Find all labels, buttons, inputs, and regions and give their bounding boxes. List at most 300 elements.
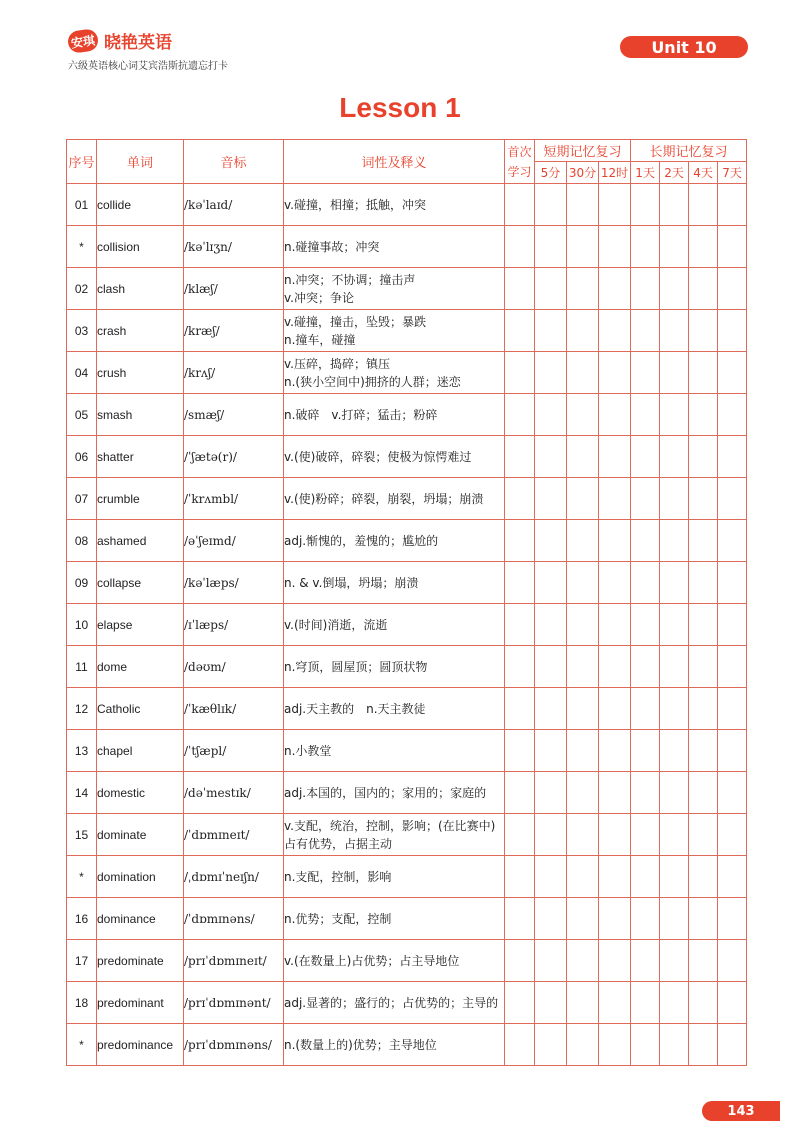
review-checkbox[interactable] xyxy=(689,520,718,562)
review-checkbox[interactable] xyxy=(535,562,567,604)
review-checkbox[interactable] xyxy=(718,520,747,562)
row-number: 05 xyxy=(67,394,97,436)
row-phonetic: /dəʊm/ xyxy=(184,646,284,688)
review-checkbox[interactable] xyxy=(535,310,567,352)
review-checkbox[interactable] xyxy=(599,520,631,562)
row-definition xyxy=(284,478,505,520)
review-checkbox[interactable] xyxy=(689,856,718,898)
row-number: 13 xyxy=(67,730,97,772)
review-checkbox[interactable] xyxy=(505,856,535,898)
review-checkbox[interactable] xyxy=(535,982,567,1024)
row-definition xyxy=(284,310,505,352)
review-checkbox[interactable] xyxy=(689,436,718,478)
header-2day: 2天 xyxy=(660,162,689,184)
review-checkbox[interactable] xyxy=(718,310,747,352)
review-checkbox[interactable] xyxy=(631,184,660,226)
review-checkbox[interactable] xyxy=(660,436,689,478)
review-checkbox[interactable] xyxy=(535,604,567,646)
review-checkbox[interactable] xyxy=(599,394,631,436)
table-row xyxy=(67,604,747,646)
review-checkbox[interactable] xyxy=(567,562,599,604)
review-checkbox[interactable] xyxy=(631,352,660,394)
table-row xyxy=(67,940,747,982)
row-word: dominance xyxy=(97,898,184,940)
header-30min: 30分 xyxy=(567,162,599,184)
review-checkbox[interactable] xyxy=(567,814,599,856)
table-row xyxy=(67,646,747,688)
review-checkbox[interactable] xyxy=(660,310,689,352)
definition-line: v.(在数量上)占优势；占主导地位 xyxy=(284,953,460,968)
review-checkbox[interactable] xyxy=(567,898,599,940)
review-checkbox[interactable] xyxy=(660,352,689,394)
review-checkbox[interactable] xyxy=(535,688,567,730)
review-checkbox[interactable] xyxy=(631,604,660,646)
logo-badge: 安琪 xyxy=(67,28,100,54)
row-phonetic: /ˌdɒmɪˈneɪʃn/ xyxy=(184,856,284,898)
review-checkbox[interactable] xyxy=(599,646,631,688)
review-checkbox[interactable] xyxy=(660,688,689,730)
row-word: predominant xyxy=(97,982,184,1024)
row-phonetic: /prɪˈdɒmɪneɪt/ xyxy=(184,940,284,982)
review-checkbox[interactable] xyxy=(631,940,660,982)
table-row xyxy=(67,268,747,310)
row-phonetic: /əˈʃeɪmd/ xyxy=(184,520,284,562)
review-checkbox[interactable] xyxy=(505,604,535,646)
review-checkbox[interactable] xyxy=(567,352,599,394)
review-checkbox[interactable] xyxy=(689,814,718,856)
review-checkbox[interactable] xyxy=(689,982,718,1024)
review-checkbox[interactable] xyxy=(535,898,567,940)
review-checkbox[interactable] xyxy=(631,856,660,898)
row-word: domestic xyxy=(97,772,184,814)
row-definition xyxy=(284,856,505,898)
row-word: elapse xyxy=(97,604,184,646)
review-checkbox[interactable] xyxy=(689,940,718,982)
review-checkbox[interactable] xyxy=(689,730,718,772)
header-12h: 12时 xyxy=(599,162,631,184)
review-checkbox[interactable] xyxy=(631,562,660,604)
review-checkbox[interactable] xyxy=(660,940,689,982)
review-checkbox[interactable] xyxy=(718,772,747,814)
review-checkbox[interactable] xyxy=(505,898,535,940)
definition-line: v.(使)粉碎；碎裂，崩裂，坍塌；崩溃 xyxy=(284,491,484,506)
review-checkbox[interactable] xyxy=(660,730,689,772)
review-checkbox[interactable] xyxy=(718,478,747,520)
row-number: 11 xyxy=(67,646,97,688)
review-checkbox[interactable] xyxy=(718,814,747,856)
header-phonetic: 音标 xyxy=(184,140,284,184)
review-checkbox[interactable] xyxy=(660,772,689,814)
row-word: chapel xyxy=(97,730,184,772)
review-checkbox[interactable] xyxy=(505,226,535,268)
review-checkbox[interactable] xyxy=(718,646,747,688)
review-checkbox[interactable] xyxy=(718,436,747,478)
review-checkbox[interactable] xyxy=(599,562,631,604)
row-number: 17 xyxy=(67,940,97,982)
review-checkbox[interactable] xyxy=(599,352,631,394)
review-checkbox[interactable] xyxy=(599,268,631,310)
review-checkbox[interactable] xyxy=(631,310,660,352)
review-checkbox[interactable] xyxy=(535,940,567,982)
review-checkbox[interactable] xyxy=(567,394,599,436)
review-checkbox[interactable] xyxy=(631,688,660,730)
header-short-review: 短期记忆复习 xyxy=(535,140,631,162)
definition-line: v.(时间)消逝，流逝 xyxy=(284,617,388,632)
row-definition xyxy=(284,268,505,310)
review-checkbox[interactable] xyxy=(535,478,567,520)
definition-line: n.冲突；不协调；撞击声 xyxy=(284,272,416,287)
review-checkbox[interactable] xyxy=(505,268,535,310)
review-checkbox[interactable] xyxy=(599,226,631,268)
review-checkbox[interactable] xyxy=(718,856,747,898)
row-phonetic: /kəˈlæps/ xyxy=(184,562,284,604)
review-checkbox[interactable] xyxy=(660,268,689,310)
review-checkbox[interactable] xyxy=(718,688,747,730)
review-checkbox[interactable] xyxy=(567,184,599,226)
review-checkbox[interactable] xyxy=(631,478,660,520)
review-checkbox[interactable] xyxy=(689,352,718,394)
review-checkbox[interactable] xyxy=(505,730,535,772)
review-checkbox[interactable] xyxy=(599,940,631,982)
review-checkbox[interactable] xyxy=(631,772,660,814)
review-checkbox[interactable] xyxy=(660,226,689,268)
row-phonetic: /ɪˈlæps/ xyxy=(184,604,284,646)
table-row xyxy=(67,898,747,940)
review-checkbox[interactable] xyxy=(535,352,567,394)
definition-line: v.冲突；争论 xyxy=(284,290,354,305)
review-checkbox[interactable] xyxy=(535,1024,567,1066)
review-checkbox[interactable] xyxy=(567,730,599,772)
review-checkbox[interactable] xyxy=(660,814,689,856)
row-word: domination xyxy=(97,856,184,898)
row-number: 09 xyxy=(67,562,97,604)
definition-line: v.碰撞，相撞；抵触，冲突 xyxy=(284,197,426,212)
review-checkbox[interactable] xyxy=(599,478,631,520)
review-checkbox[interactable] xyxy=(505,394,535,436)
review-checkbox[interactable] xyxy=(599,898,631,940)
table-row xyxy=(67,730,747,772)
review-checkbox[interactable] xyxy=(599,604,631,646)
review-checkbox[interactable] xyxy=(505,772,535,814)
review-checkbox[interactable] xyxy=(631,394,660,436)
review-checkbox[interactable] xyxy=(505,520,535,562)
table-row xyxy=(67,1024,747,1066)
row-number: 14 xyxy=(67,772,97,814)
lesson-title: Lesson 1 xyxy=(339,92,461,123)
review-checkbox[interactable] xyxy=(535,436,567,478)
header-1day: 1天 xyxy=(631,162,660,184)
row-phonetic: /ˈʃætə(r)/ xyxy=(184,436,284,478)
review-checkbox[interactable] xyxy=(567,604,599,646)
brand-logo xyxy=(68,28,172,53)
table-row xyxy=(67,688,747,730)
review-checkbox[interactable] xyxy=(660,856,689,898)
row-phonetic: /krʌʃ/ xyxy=(184,352,284,394)
review-checkbox[interactable] xyxy=(599,688,631,730)
review-checkbox[interactable] xyxy=(689,226,718,268)
row-phonetic: /ˈkrʌmbl/ xyxy=(184,478,284,520)
review-checkbox[interactable] xyxy=(505,814,535,856)
review-checkbox[interactable] xyxy=(689,688,718,730)
review-checkbox[interactable] xyxy=(631,898,660,940)
review-checkbox[interactable] xyxy=(689,310,718,352)
brand-name: 晓艳英语 xyxy=(104,33,172,53)
review-checkbox[interactable] xyxy=(660,520,689,562)
row-word: collapse xyxy=(97,562,184,604)
row-phonetic: /dəˈmestɪk/ xyxy=(184,772,284,814)
table-row xyxy=(67,184,747,226)
row-number: 12 xyxy=(67,688,97,730)
table-row xyxy=(67,562,747,604)
review-checkbox[interactable] xyxy=(535,268,567,310)
review-checkbox[interactable] xyxy=(660,898,689,940)
review-checkbox[interactable] xyxy=(599,1024,631,1066)
review-checkbox[interactable] xyxy=(567,646,599,688)
review-checkbox[interactable] xyxy=(535,646,567,688)
row-definition xyxy=(284,436,505,478)
row-definition xyxy=(284,394,505,436)
review-checkbox[interactable] xyxy=(505,940,535,982)
review-checkbox[interactable] xyxy=(689,1024,718,1066)
book-subtitle: 六级英语核心词艾宾浩斯抗遗忘打卡 xyxy=(68,61,228,72)
row-number: 07 xyxy=(67,478,97,520)
row-definition xyxy=(284,814,505,856)
review-checkbox[interactable] xyxy=(718,982,747,1024)
row-phonetic: /kəˈlɪʒn/ xyxy=(184,226,284,268)
review-checkbox[interactable] xyxy=(660,646,689,688)
row-definition xyxy=(284,226,505,268)
review-checkbox[interactable] xyxy=(567,226,599,268)
review-checkbox[interactable] xyxy=(567,688,599,730)
review-checkbox[interactable] xyxy=(631,268,660,310)
review-checkbox[interactable] xyxy=(567,982,599,1024)
row-number: * xyxy=(67,856,97,898)
review-checkbox[interactable] xyxy=(599,772,631,814)
review-checkbox[interactable] xyxy=(718,352,747,394)
row-number: 08 xyxy=(67,520,97,562)
definition-line: n.穹顶，圆屋顶；圆顶状物 xyxy=(284,659,428,674)
definition-line: n.(狭小空间中)拥挤的人群；迷恋 xyxy=(284,374,461,389)
review-checkbox[interactable] xyxy=(660,604,689,646)
definition-line: v.碰撞，撞击，坠毁；暴跌 xyxy=(284,314,426,329)
review-checkbox[interactable] xyxy=(535,520,567,562)
review-checkbox[interactable] xyxy=(567,436,599,478)
row-number: 02 xyxy=(67,268,97,310)
review-checkbox[interactable] xyxy=(660,478,689,520)
review-checkbox[interactable] xyxy=(689,562,718,604)
row-definition xyxy=(284,772,505,814)
review-checkbox[interactable] xyxy=(505,562,535,604)
review-checkbox[interactable] xyxy=(718,940,747,982)
review-checkbox[interactable] xyxy=(718,730,747,772)
row-definition xyxy=(284,898,505,940)
review-checkbox[interactable] xyxy=(567,520,599,562)
review-checkbox[interactable] xyxy=(599,436,631,478)
definition-line: n.支配，控制，影响 xyxy=(284,869,392,884)
review-checkbox[interactable] xyxy=(567,856,599,898)
review-checkbox[interactable] xyxy=(718,394,747,436)
table-row xyxy=(67,436,747,478)
review-checkbox[interactable] xyxy=(535,184,567,226)
row-number: 18 xyxy=(67,982,97,1024)
review-checkbox[interactable] xyxy=(631,436,660,478)
row-number: * xyxy=(67,1024,97,1066)
vocabulary-table xyxy=(66,139,747,1066)
review-checkbox[interactable] xyxy=(567,940,599,982)
review-checkbox[interactable] xyxy=(718,898,747,940)
row-word: shatter xyxy=(97,436,184,478)
row-definition xyxy=(284,940,505,982)
row-phonetic: /kəˈlaɪd/ xyxy=(184,184,284,226)
review-checkbox[interactable] xyxy=(631,646,660,688)
row-definition xyxy=(284,646,505,688)
definition-line: n.小教堂 xyxy=(284,743,332,758)
row-word: crumble xyxy=(97,478,184,520)
review-checkbox[interactable] xyxy=(689,394,718,436)
review-checkbox[interactable] xyxy=(505,184,535,226)
header-num: 序号 xyxy=(67,140,97,184)
review-checkbox[interactable] xyxy=(599,982,631,1024)
table-row xyxy=(67,814,747,856)
review-checkbox[interactable] xyxy=(505,436,535,478)
header-5min: 5分 xyxy=(535,162,567,184)
row-definition xyxy=(284,1024,505,1066)
review-checkbox[interactable] xyxy=(505,352,535,394)
table-row xyxy=(67,226,747,268)
row-word: Catholic xyxy=(97,688,184,730)
row-word: dominate xyxy=(97,814,184,856)
review-checkbox[interactable] xyxy=(599,730,631,772)
review-checkbox[interactable] xyxy=(689,772,718,814)
review-checkbox[interactable] xyxy=(689,604,718,646)
review-checkbox[interactable] xyxy=(631,1024,660,1066)
review-checkbox[interactable] xyxy=(535,856,567,898)
row-number: * xyxy=(67,226,97,268)
review-checkbox[interactable] xyxy=(718,562,747,604)
row-word: clash xyxy=(97,268,184,310)
definition-line: n.破碎 v.打碎；猛击；粉碎 xyxy=(284,407,438,422)
review-checkbox[interactable] xyxy=(505,646,535,688)
definition-line: adj.天主教的 n.天主教徒 xyxy=(284,701,426,716)
review-checkbox[interactable] xyxy=(718,604,747,646)
row-word: crash xyxy=(97,310,184,352)
row-phonetic: /smæʃ/ xyxy=(184,394,284,436)
review-checkbox[interactable] xyxy=(631,226,660,268)
review-checkbox[interactable] xyxy=(599,310,631,352)
review-checkbox[interactable] xyxy=(689,646,718,688)
row-number: 10 xyxy=(67,604,97,646)
row-word: predominate xyxy=(97,940,184,982)
definition-line: n.撞车，碰撞 xyxy=(284,332,356,347)
page-number: 143 xyxy=(702,1101,780,1121)
review-checkbox[interactable] xyxy=(689,898,718,940)
review-checkbox[interactable] xyxy=(718,184,747,226)
review-checkbox[interactable] xyxy=(631,814,660,856)
definition-line: n. & v.倒塌，坍塌；崩溃 xyxy=(284,575,419,590)
row-definition xyxy=(284,352,505,394)
definition-line: n.优势；支配，控制 xyxy=(284,911,392,926)
row-word: ashamed xyxy=(97,520,184,562)
review-checkbox[interactable] xyxy=(599,856,631,898)
row-phonetic: /ˈdɒmɪneɪt/ xyxy=(184,814,284,856)
review-checkbox[interactable] xyxy=(535,814,567,856)
row-number: 16 xyxy=(67,898,97,940)
header-7day: 7天 xyxy=(718,162,747,184)
review-checkbox[interactable] xyxy=(505,1024,535,1066)
review-checkbox[interactable] xyxy=(660,982,689,1024)
header-word: 单词 xyxy=(97,140,184,184)
vocabulary-rows xyxy=(67,184,747,1066)
table-row xyxy=(67,772,747,814)
row-number: 01 xyxy=(67,184,97,226)
review-checkbox[interactable] xyxy=(718,268,747,310)
table-row xyxy=(67,352,747,394)
definition-line: adj.显著的；盛行的；占优势的；主导的 xyxy=(284,995,499,1010)
definition-line: v.支配，统治，控制，影响；(在比赛中)占有优势，占据主动 xyxy=(284,818,496,851)
row-phonetic: /ˈtʃæpl/ xyxy=(184,730,284,772)
row-phonetic: /ˈkæθlɪk/ xyxy=(184,688,284,730)
review-checkbox[interactable] xyxy=(631,982,660,1024)
row-word: collision xyxy=(97,226,184,268)
review-checkbox[interactable] xyxy=(631,730,660,772)
review-checkbox[interactable] xyxy=(505,982,535,1024)
review-checkbox[interactable] xyxy=(505,478,535,520)
definition-line: adj.本国的，国内的；家用的；家庭的 xyxy=(284,785,487,800)
review-checkbox[interactable] xyxy=(660,562,689,604)
review-checkbox[interactable] xyxy=(567,310,599,352)
header-long-review: 长期记忆复习 xyxy=(631,140,747,162)
review-checkbox[interactable] xyxy=(535,730,567,772)
row-word: collide xyxy=(97,184,184,226)
review-checkbox[interactable] xyxy=(660,184,689,226)
review-checkbox[interactable] xyxy=(689,184,718,226)
review-checkbox[interactable] xyxy=(535,394,567,436)
row-definition xyxy=(284,688,505,730)
table-row xyxy=(67,982,747,1024)
definition-line: adj.惭愧的，羞愧的；尴尬的 xyxy=(284,533,439,548)
review-checkbox[interactable] xyxy=(505,310,535,352)
review-checkbox[interactable] xyxy=(567,772,599,814)
row-number: 04 xyxy=(67,352,97,394)
review-checkbox[interactable] xyxy=(718,1024,747,1066)
review-checkbox[interactable] xyxy=(535,226,567,268)
row-definition xyxy=(284,520,505,562)
review-checkbox[interactable] xyxy=(567,478,599,520)
review-checkbox[interactable] xyxy=(599,184,631,226)
review-checkbox[interactable] xyxy=(718,226,747,268)
review-checkbox[interactable] xyxy=(689,268,718,310)
unit-badge: Unit 10 xyxy=(620,36,748,58)
review-checkbox[interactable] xyxy=(567,1024,599,1066)
review-checkbox[interactable] xyxy=(689,478,718,520)
review-checkbox[interactable] xyxy=(599,814,631,856)
review-checkbox[interactable] xyxy=(535,772,567,814)
review-checkbox[interactable] xyxy=(631,520,660,562)
table-row xyxy=(67,310,747,352)
review-checkbox[interactable] xyxy=(660,394,689,436)
row-word: crush xyxy=(97,352,184,394)
table-row xyxy=(67,520,747,562)
row-definition xyxy=(284,604,505,646)
row-phonetic: /klæʃ/ xyxy=(184,268,284,310)
review-checkbox[interactable] xyxy=(660,1024,689,1066)
review-checkbox[interactable] xyxy=(567,268,599,310)
row-number: 06 xyxy=(67,436,97,478)
review-checkbox[interactable] xyxy=(505,688,535,730)
table-row xyxy=(67,478,747,520)
definition-line: v.(使)破碎，碎裂；使极为惊愕难过 xyxy=(284,449,472,464)
row-phonetic: /prɪˈdɒmɪnənt/ xyxy=(184,982,284,1024)
